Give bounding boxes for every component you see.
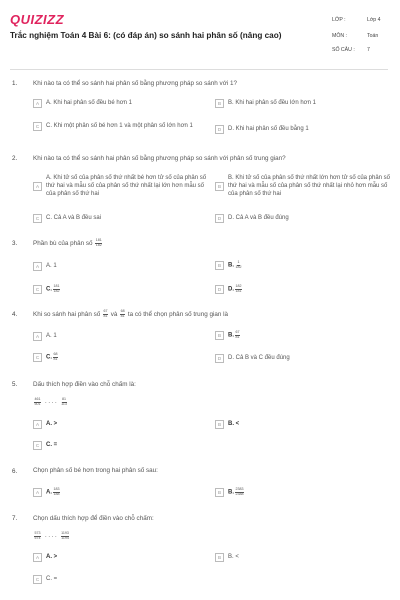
option-a[interactable] <box>33 174 211 198</box>
option-text: D. Cả B và C đều đúng <box>228 355 290 361</box>
option-letter-box: A <box>33 420 42 429</box>
comparison-expression <box>33 532 70 540</box>
option-text: C. = <box>46 442 58 448</box>
blank-dots: . . . . <box>45 533 57 540</box>
option-b[interactable] <box>215 331 241 340</box>
option-b[interactable] <box>215 420 239 429</box>
option-b[interactable] <box>215 553 239 562</box>
comparison-expression <box>33 398 68 406</box>
option-text: A. $\frac{183}{188}$ <box>46 487 60 496</box>
option-letter-box: B <box>215 331 224 340</box>
option-letter-box: C <box>33 353 42 362</box>
option-d[interactable] <box>215 354 290 363</box>
document-header <box>0 0 400 60</box>
option-letter-box: C <box>33 441 42 450</box>
question-text-part: Khi so sánh hai phân số <box>33 310 101 318</box>
option-text: D. Khi hai phân số đều bằng 1 <box>228 126 309 132</box>
option-text: B. Khi tử số của phân số thứ nhất lớn hơn tử số của phân số thứ hai và mẫu số của phân số thứ nhất lại nhỏ hơn mẫu số của phân số thứ hai <box>228 175 391 198</box>
fraction: $\frac{68}{81}$ <box>53 352 58 361</box>
option-text: A. > <box>46 421 58 427</box>
fraction: $\frac{1193}{1194}$ <box>61 531 69 540</box>
question-text: Chọn dấu thích hợp để điền vào chỗ chấm: <box>33 515 154 522</box>
fraction: $\frac{181}{182}$ <box>53 284 60 293</box>
option-letter-box: C <box>33 285 42 294</box>
option-letter-box: B <box>215 182 224 191</box>
option-letter-box: B <box>215 420 224 429</box>
fraction: $\frac{81}{113}$ <box>61 397 67 406</box>
option-letter-box: D <box>215 214 224 223</box>
option-text: A. Khi tử số của phân số thứ nhất bé hơn tử số của phân số thứ hai và mẫu số của phân số thứ nhất lại lớn hơn mẫu số của phân số thứ hai <box>46 175 207 198</box>
option-text: A. > <box>46 554 58 560</box>
option-d[interactable] <box>215 214 380 223</box>
fraction: $\frac{1}{182}$ <box>235 260 242 269</box>
question-number: 4. <box>12 311 18 318</box>
question-number: 3. <box>12 240 18 247</box>
count-value: 7 <box>367 47 370 53</box>
option-letter-box: A <box>33 262 42 271</box>
fraction: $\frac{2383}{2388}$ <box>235 487 244 496</box>
option-letter-box: D <box>215 354 224 363</box>
option-text: C. Khi một phân số bé hơn 1 và một phân số lớn hơn 1 <box>46 123 193 129</box>
option-text: B. $\frac{1}{182}$ <box>228 260 242 269</box>
option-letter-box: C <box>33 122 42 131</box>
option-text: C. Cả A và B đều sai <box>46 215 102 221</box>
question-text: Dấu thích hợp điền vào chỗ chấm là: <box>33 381 136 388</box>
fraction: $\frac{68}{81}$ <box>120 309 125 318</box>
option-c[interactable] <box>33 285 61 294</box>
option-a[interactable] <box>33 99 198 108</box>
option-a[interactable] <box>33 262 57 271</box>
option-a[interactable] <box>33 488 61 497</box>
option-text: B. $\frac{67}{81}$ <box>228 330 240 339</box>
option-letter-box: A <box>33 332 42 341</box>
question-number: 7. <box>12 515 18 522</box>
option-c[interactable] <box>33 122 198 131</box>
option-letter-box: A <box>33 182 42 191</box>
question-text: Khi nào ta có thể so sánh hai phân số bằng phương pháp so sánh với phân số trung gian? <box>33 155 286 162</box>
option-text: C. $\frac{181}{182}$ <box>46 284 60 293</box>
question-text: Chọn phân số bé hơn trong hai phân số sau: <box>33 467 158 474</box>
option-a[interactable] <box>33 420 57 429</box>
option-letter-box: B <box>215 261 224 270</box>
option-text: C. = <box>46 576 58 582</box>
question-text-part: Phần bù của phân số <box>33 239 93 247</box>
option-letter-box: C <box>33 575 42 584</box>
class-label: LỚP : <box>332 17 346 23</box>
question-number: 6. <box>12 468 18 475</box>
option-a[interactable] <box>33 553 57 562</box>
question-text-part: và <box>110 310 118 318</box>
option-letter-box: C <box>33 214 42 223</box>
blank-dots: . . . . <box>45 399 57 406</box>
option-text: A. Khi hai phân số đều bé hơn 1 <box>46 100 132 106</box>
option-letter-box: D <box>215 125 224 134</box>
option-text: C. $\frac{68}{81}$ <box>46 352 58 361</box>
option-c[interactable] <box>33 441 57 450</box>
option-letter-box: D <box>215 285 224 294</box>
question-number: 2. <box>12 155 18 162</box>
option-text: B. Khi hai phân số đều lớn hơn 1 <box>228 100 316 106</box>
option-text: B. < <box>228 421 240 427</box>
option-b[interactable] <box>215 174 390 198</box>
option-c[interactable] <box>33 214 198 223</box>
option-b[interactable] <box>215 261 243 270</box>
header-divider <box>10 69 388 70</box>
option-d[interactable] <box>215 285 243 294</box>
option-letter-box: B <box>215 488 224 497</box>
question-number: 1. <box>12 80 18 87</box>
class-value: Lớp 4 <box>367 17 381 23</box>
question-text <box>33 239 373 248</box>
fraction: $\frac{181}{182}$ <box>95 238 102 247</box>
option-letter-box: A <box>33 488 42 497</box>
fraction: $\frac{461}{501}$ <box>34 397 41 406</box>
question-text: Khi nào ta có thể so sánh hai phân số bằng phương pháp so sánh với 1? <box>33 80 237 87</box>
option-letter-box: A <box>33 553 42 562</box>
option-text: B. < <box>228 554 239 560</box>
question-text <box>33 310 373 319</box>
fraction: $\frac{182}{181}$ <box>235 284 242 293</box>
fraction: $\frac{183}{188}$ <box>53 487 60 496</box>
option-letter-box: B <box>215 99 224 108</box>
option-text: A. 1 <box>46 333 57 339</box>
option-text: B. $\frac{2383}{2388}$ <box>228 487 244 496</box>
option-b[interactable] <box>215 99 380 108</box>
option-letter-box: A <box>33 99 42 108</box>
count-label: SỐ CÂU : <box>332 47 355 53</box>
subject-value: Toán <box>367 33 379 39</box>
option-letter-box: B <box>215 553 224 562</box>
option-c[interactable] <box>33 575 57 584</box>
fraction: $\frac{573}{574}$ <box>34 531 41 540</box>
fraction: $\frac{67}{81}$ <box>235 330 240 339</box>
page-title: Trắc nghiệm Toán 4 Bài 6: (có đáp án) so sánh hai phân số (nâng cao) <box>10 31 282 40</box>
option-text: D. $\frac{182}{181}$ <box>228 284 242 293</box>
question-text-part: ta có thể chọn phân số trung gian là <box>127 310 228 318</box>
option-d[interactable] <box>215 125 380 134</box>
option-text: A. 1 <box>46 263 57 269</box>
option-text: D. Cả A và B đều đúng <box>228 215 289 221</box>
option-b[interactable] <box>215 488 245 497</box>
fraction: $\frac{67}{81}$ <box>103 309 108 318</box>
option-c[interactable] <box>33 353 59 362</box>
subject-label: MÔN : <box>332 33 347 39</box>
quizizz-logo: QUIZIZZ <box>10 12 65 27</box>
question-number: 5. <box>12 381 18 388</box>
option-a[interactable] <box>33 332 57 341</box>
